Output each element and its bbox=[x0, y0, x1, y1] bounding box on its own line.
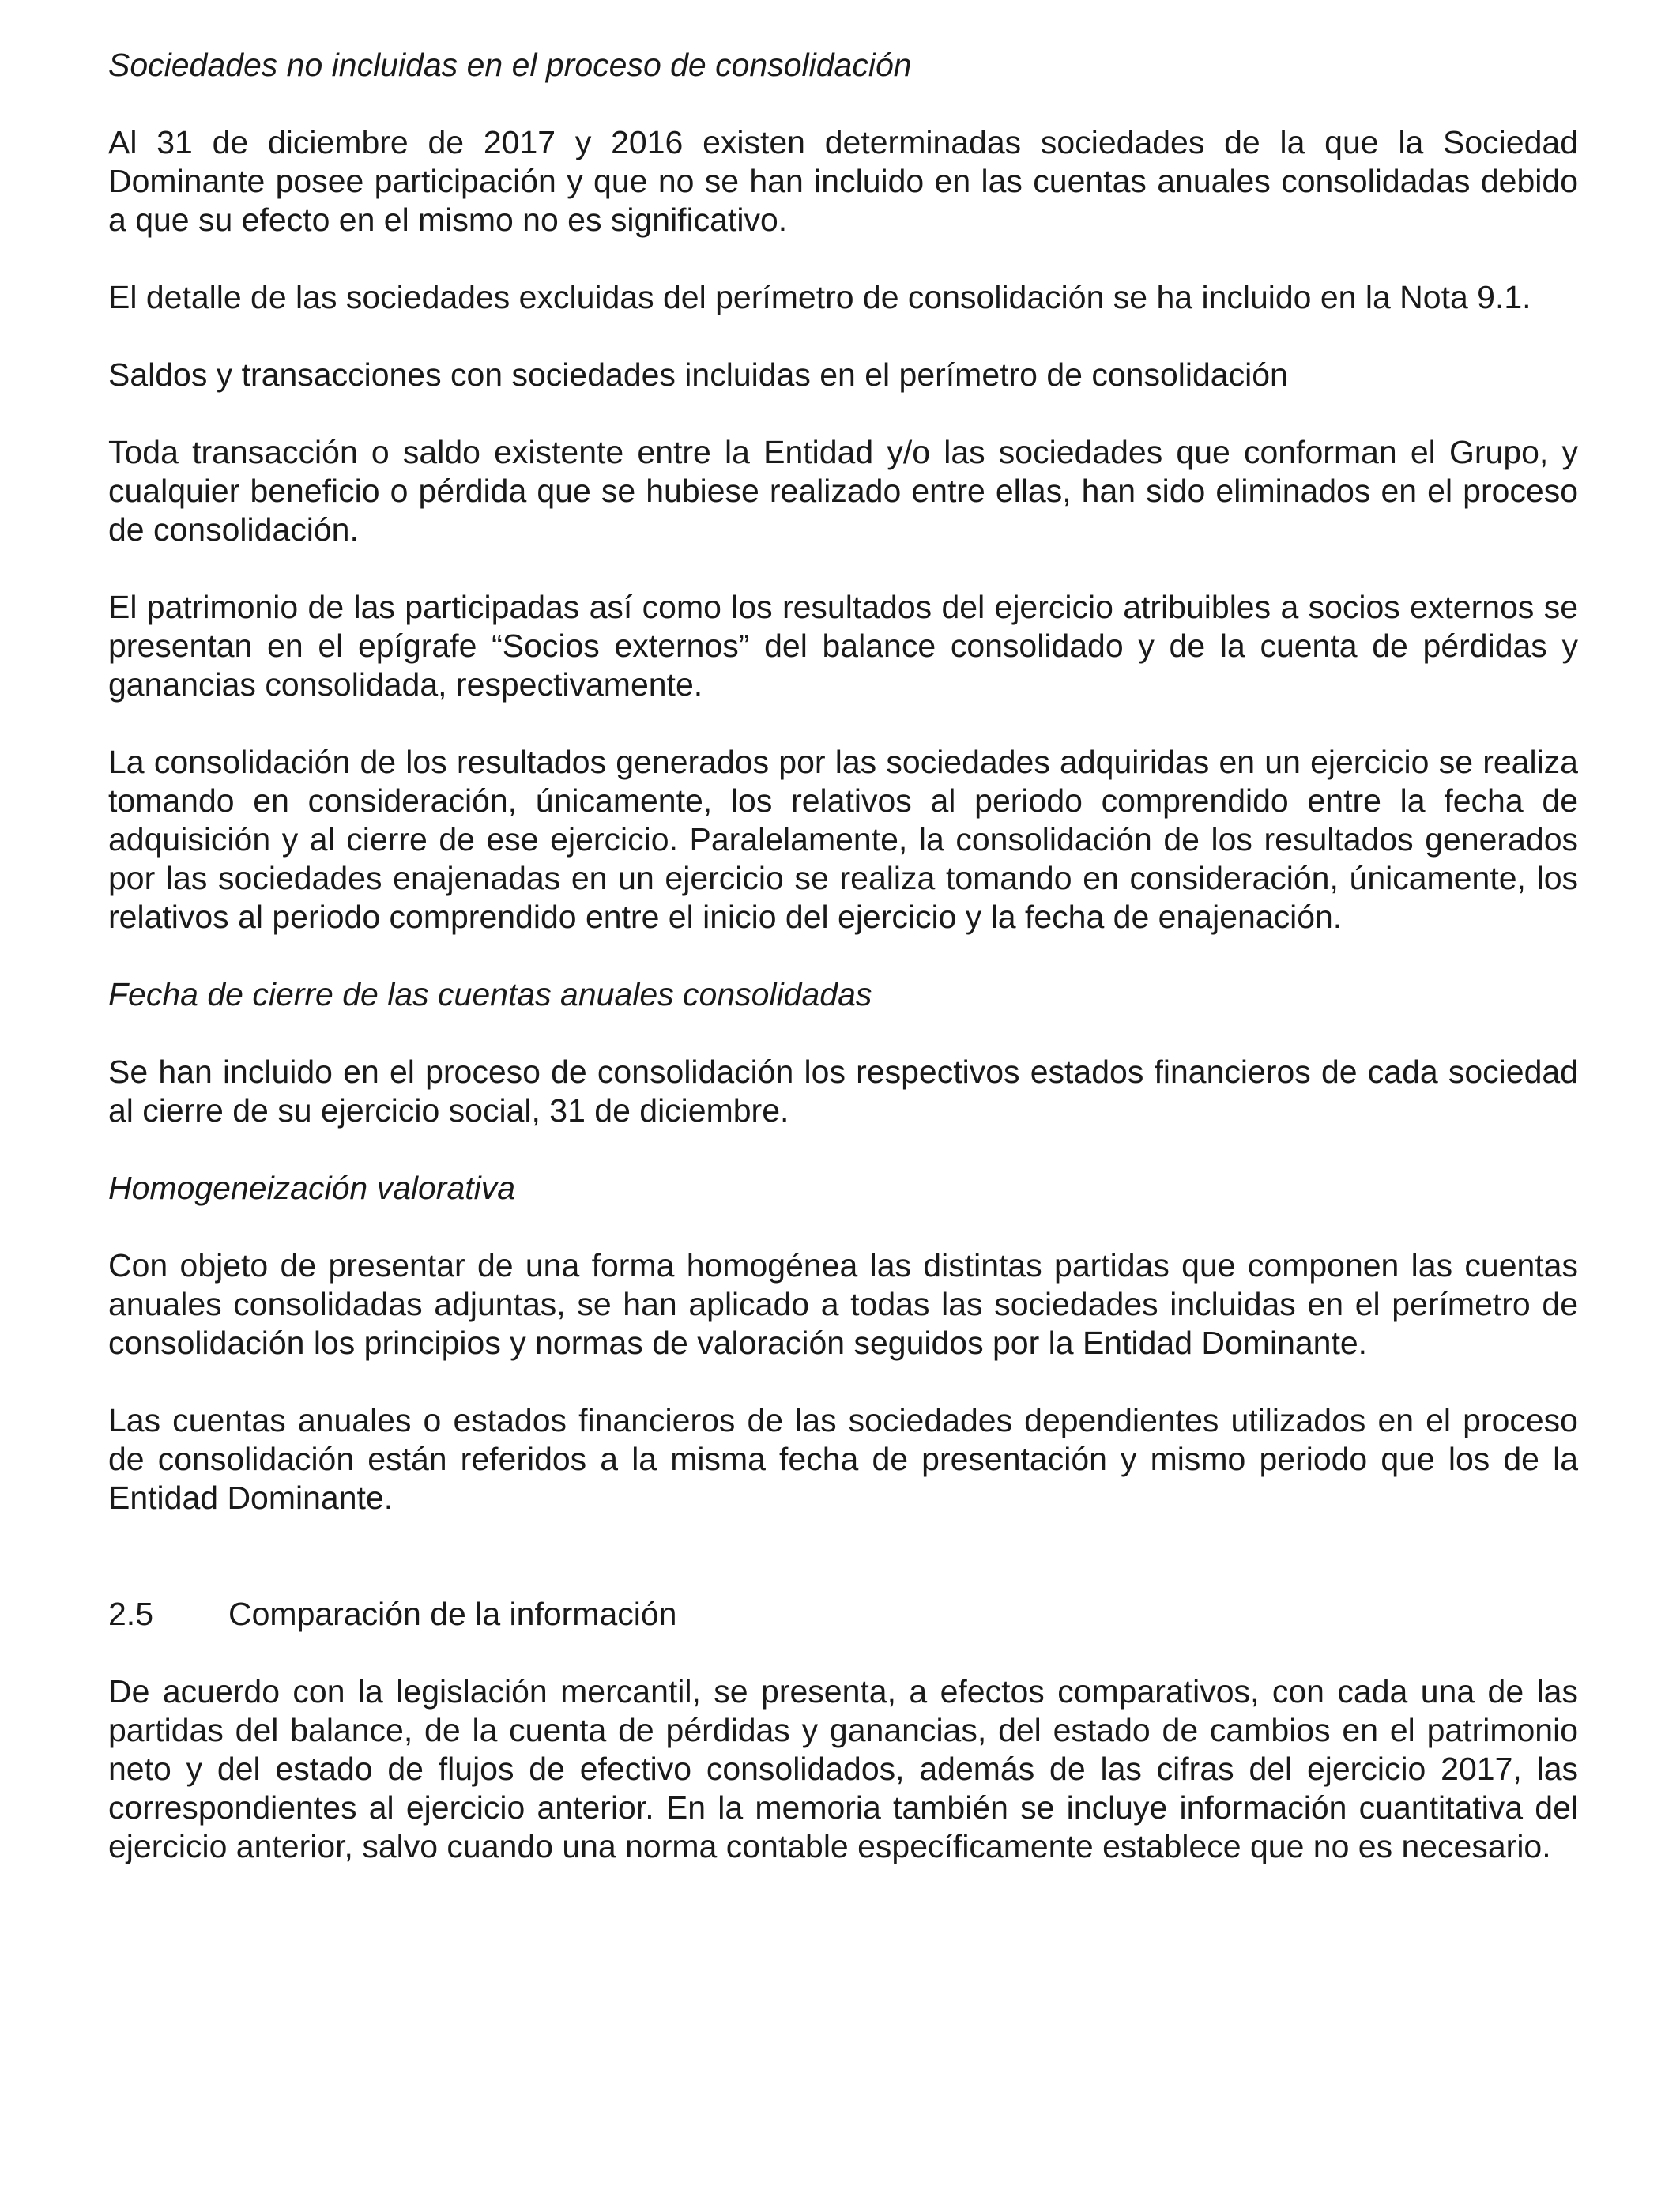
paragraph-detalle-nota: El detalle de las sociedades excluidas del perímetro de consolidación se ha incluido en la Nota 9.1. bbox=[108, 279, 1531, 315]
paragraph-sociedades-excluidas: Al 31 de diciembre de 2017 y 2016 existen determinadas sociedades de la que la Sociedad Dominante posee participación y que no se han incluido en las cuentas anuales consolidadas debido a que su efecto en el mismo no es significativo. bbox=[108, 124, 1578, 238]
paragraph-resultados-generados: La consolidación de los resultados generados por las sociedades adquiridas en un ejercicio se realiza tomando en consideración, únicamente, los relativos al periodo comprendido entre la fecha de adquisición y al cierre de ese ejercicio. Paralelamente, la consolidación de los resultados generados por las sociedades enajenadas en un ejercicio se realiza tomando en consideración, únicamente, los relativos al periodo comprendido entre el inicio del ejercicio y la fecha de enajenación. bbox=[108, 744, 1578, 935]
document-page bbox=[108, 46, 1578, 1866]
paragraph-estados-financieros: Las cuentas anuales o estados financieros de las sociedades dependientes utilizados en el proceso de consolidación están referidos a la misma fecha de presentación y mismo periodo que los de la Entidad Dominante. bbox=[108, 1402, 1578, 1516]
heading-homogeneizacion: Homogeneización valorativa bbox=[108, 1170, 516, 1206]
paragraph-socios-externos: El patrimonio de las participadas así como los resultados del ejercicio atribuibles a socios externos se presentan en el epígrafe “Socios externos” del balance consolidado y de la cuenta de pérdidas y ganancias consolidada, respectivamente. bbox=[108, 589, 1578, 703]
heading-sociedades-no-incluidas: Sociedades no incluidas en el proceso de consolidación bbox=[108, 47, 912, 83]
paragraph-fecha-cierre: Se han incluido en el proceso de consolidación los respectivos estados financieros de cada sociedad al cierre de su ejercicio social, 31 de diciembre. bbox=[108, 1054, 1578, 1129]
paragraph-transacciones-eliminadas: Toda transacción o saldo existente entre la Entidad y/o las sociedades que conforman el Grupo, y cualquier beneficio o pérdida que se hubiese realizado entre ellas, han sido eliminados en el proceso de consolidación. bbox=[108, 434, 1578, 548]
section-title: Comparación de la información bbox=[228, 1596, 677, 1632]
heading-fecha-cierre: Fecha de cierre de las cuentas anuales consolidadas bbox=[108, 976, 872, 1012]
paragraph-homogeneizacion: Con objeto de presentar de una forma homogénea las distintas partidas que componen las cuentas anuales consolidadas adjuntas, se han aplicado a todas las sociedades incluidas en el perímetro de consolidación los principios y normas de valoración seguidos por la Entidad Dominante. bbox=[108, 1247, 1578, 1361]
section-heading-comparacion bbox=[108, 1595, 1578, 1634]
paragraph-comparacion: De acuerdo con la legislación mercantil, se presenta, a efectos comparativos, con cada una de las partidas del balance, de la cuenta de pérdidas y ganancias, del estado de cambios en el patrimonio neto y del estado de flujos de efectivo consolidados, además de las cifras del ejercicio 2017, las correspondientes al ejercicio anterior. En la memoria también se incluye información cuantitativa del ejercicio anterior, salvo cuando una norma contable específicamente establece que no es necesario. bbox=[108, 1673, 1578, 1864]
section-number: 2.5 bbox=[108, 1596, 153, 1632]
heading-saldos-transacciones: Saldos y transacciones con sociedades incluidas en el perímetro de consolidación bbox=[108, 356, 1288, 393]
